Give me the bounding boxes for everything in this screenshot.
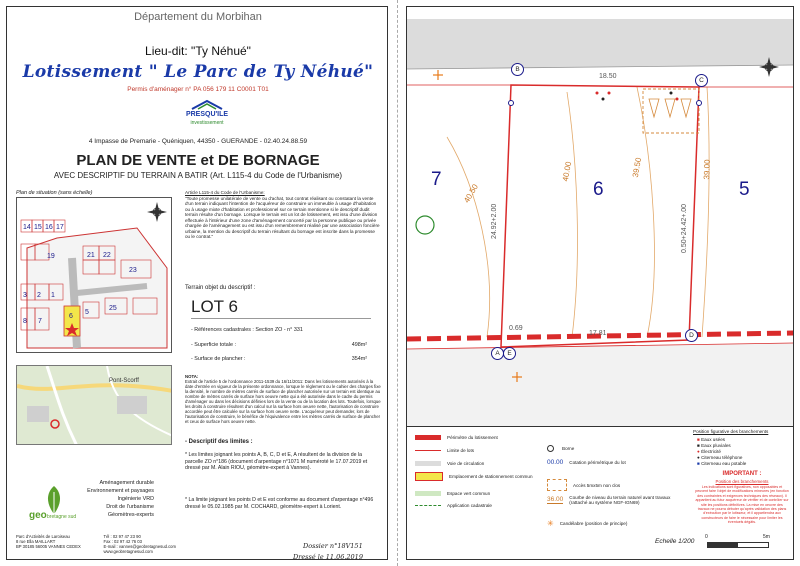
- svg-text:14: 14: [23, 224, 31, 231]
- contour-label-3: 39.50: [630, 156, 644, 179]
- geo-logo-sub: bretagne sud: [47, 514, 77, 520]
- legend-cadastrale: Application cadastrale: [415, 503, 535, 508]
- lot-underline: [191, 318, 371, 319]
- limites-text-2: * La limite joignant les points D et E est conforme au document d'arpentage n°496 dressé le 05.02.1985 par M. COCHARD, géomètre-expert à Lorient.: [185, 497, 374, 510]
- contact-company: Parc d'Activités de Laroiseau: [16, 534, 70, 539]
- lot-title: LOT 6: [191, 297, 238, 316]
- important-title: IMPORTANT :: [722, 471, 762, 477]
- legend: [407, 426, 794, 528]
- legend-espace: Espace vert commun: [415, 491, 535, 496]
- dossier-number: Dossier n°18V151: [303, 542, 363, 550]
- presquile-logo-sub: investissement: [190, 120, 224, 126]
- svg-text:21: 21: [87, 252, 95, 259]
- legend-limite: Limite de lots: [415, 448, 535, 453]
- svg-text:15: 15: [34, 224, 42, 231]
- service-item: Aménagement durable: [99, 480, 154, 486]
- cadastral-plan: [406, 6, 794, 560]
- svg-text:16: 16: [45, 224, 53, 231]
- scale-zero: 0: [705, 534, 708, 540]
- contour-label-2: 40.00: [560, 160, 574, 183]
- dim-left: 24.92+2.00: [491, 203, 498, 239]
- limites-text-1: * Les limites joignant les points A, B, C, D et E, A résultent de la division de la parcelle ZO n°186 (document d'arpentage n°1071 M numéroté le 17.07.2019 et dressé par M. Alain RIOU, géomètre-expert à Vannes).: [185, 452, 368, 472]
- point-d: D: [685, 329, 698, 342]
- location-map: [16, 365, 172, 445]
- svg-text:25: 25: [109, 305, 117, 312]
- nota-title: NOTA:: [185, 374, 199, 379]
- dim-top: 18.50: [599, 73, 617, 80]
- contour-label-4: 39.00: [702, 159, 712, 180]
- svg-text:5: 5: [85, 309, 89, 316]
- point-e: E: [503, 347, 516, 360]
- department-label: Département du Morbihan: [134, 11, 262, 23]
- presquile-logo-text: PRESQU'ILE: [185, 111, 229, 118]
- legend-courbe: 36.00 Courbe de niveau du terrain naturel avant travaux (rattaché au système NGF-IGN69): [547, 495, 671, 505]
- lot-5-label: 5: [739, 179, 750, 200]
- service-item: Ingénierie VRD: [117, 496, 154, 502]
- point-b: B: [511, 63, 524, 76]
- contact-street: 8 rue Ella MAILLART: [16, 539, 56, 544]
- contact-fax: Fax : 02 97 42 76 03: [103, 539, 142, 544]
- point-a: A: [491, 347, 504, 360]
- scale-bar: [707, 542, 769, 548]
- point-c: C: [695, 74, 708, 87]
- legend-candelabre: ✳ Candélabre (position de principe): [547, 519, 628, 528]
- plan-title: PLAN DE VENTE et DE BORNAGE: [76, 152, 320, 169]
- scale-label: Echelle 1/200: [655, 538, 695, 545]
- service-item: Droit de l'urbanisme: [106, 504, 154, 510]
- svg-text:3: 3: [23, 292, 27, 299]
- geo-logo-text: geo: [29, 510, 47, 521]
- situation-label: Plan de situation (sans échelle): [16, 190, 93, 196]
- legend-acces: Accès 5mx5m non clos: [547, 479, 620, 491]
- important-subtitle: Position des branchements: [715, 479, 769, 484]
- legend-emplacement: Emplacement de stationnement commun: [415, 472, 535, 481]
- terrain-label: Terrain objet du descriptif :: [185, 285, 256, 291]
- contour-label-1: 40.50: [462, 182, 480, 205]
- contact-web[interactable]: www.geobretagnesud.com: [103, 549, 153, 554]
- lot-6-label: 6: [593, 179, 604, 200]
- plancher-value: 354m²: [351, 356, 367, 362]
- info-sheet: [6, 6, 388, 560]
- dim-bottom: 17.81: [589, 330, 607, 337]
- lot-7-label: 7: [431, 169, 442, 190]
- contact-city: BP 30185 56005 VANNES CEDEX: [16, 544, 81, 549]
- superficie-row: [191, 342, 367, 348]
- dresse-date: Dressé le 11.06.2019: [293, 553, 363, 561]
- lotissement-title: Lotissement " Le Parc de Ty Néhué": [22, 62, 374, 82]
- plancher-row: [191, 356, 367, 362]
- north-arrow-icon: [147, 202, 167, 227]
- plan-subtitle: AVEC DESCRIPTIF DU TERRAIN A BATIR (Art. L115-4 du Code de l'Urbanisme): [53, 171, 343, 180]
- service-item: Géomètres-experts: [107, 512, 154, 518]
- svg-text:23: 23: [129, 267, 137, 274]
- svg-text:2: 2: [37, 292, 41, 299]
- contact-block: [16, 534, 176, 554]
- address: 4 Impasse de Premarie - Quéniquen, 44350 - GUERANDE - 02.40.24.88.59: [88, 138, 308, 145]
- important-text: Les indications sont figuratives, non opposables et peuvent faire l'objet de modifications mineures (en fonction des contraintes et exigences techniques des réseaux). Il appartient au futur acquéreur de vérifier et de contrôler sur site les positions définitives. La mise en oeuvre des travaux ne pourra débuter qu'après validation des plans d'exécution par le lotisseur, et il appartiendra aux constructeurs de faire le nécessaire pour limiter les éventuels dégâts.: [695, 485, 789, 525]
- svg-text:6: 6: [69, 313, 73, 320]
- geo-bretagne-logo: [29, 484, 79, 530]
- svg-text:22: 22: [103, 252, 111, 259]
- svg-text:17: 17: [56, 224, 64, 231]
- legal-text: "Toute promesse unilatérale de vente ou d'achat, tout contrat réalisant ou constatant la vente d'un terrain indiquant l'intention de l'acquéreur de construire un immeuble à usage d'habitation ou à usage mixte d'habitation et professionnel sur ce terrain mentionne si le descriptif dudit terrain résulte d'un bornage. Lorsque le terrain est un lot de lotissement, est issu d'une division effectuée à l'intérieur d'une zone d'aménagement concerté par la personne publique ou privée chargée de l'aménagement ou est issu d'un remembrement réalisé par une association foncière urbaine, la mention du descriptif du terrain résultant du bornage est inscrite dans la promesse ou le contrat.": [185, 195, 380, 239]
- legal-article: [185, 190, 381, 240]
- dim-right: 0.50+24.42+.00: [681, 203, 688, 253]
- svg-text:7: 7: [38, 318, 42, 325]
- scale-five: 5m: [763, 534, 770, 540]
- descriptif-title: - Descriptif des limites :: [185, 439, 253, 445]
- superficie-value: 498m²: [351, 342, 367, 348]
- branchements-list: ■ Eaux usées ■ Eaux pluviales ● Électricité ● Citerneau téléphone ■ Citerneau eau potable: [697, 437, 747, 466]
- cadastral-references: - Références cadastrales : Section ZO - n° 331: [191, 327, 303, 333]
- svg-text:8: 8: [23, 318, 27, 325]
- service-item: Environnement et paysages: [87, 488, 154, 494]
- plan-drawing: [407, 7, 794, 427]
- legend-voie: Voie de circulation: [415, 461, 535, 466]
- legend-cotation: 00.00 Cotation périmétrique du lot: [547, 459, 626, 466]
- branchements-title: Position figurative des branchements: [693, 429, 769, 434]
- fold-line: [397, 0, 398, 566]
- svg-text:19: 19: [47, 253, 55, 260]
- permis-number: Permis d'aménager n° PA 056 179 11 C0001 T01: [127, 86, 269, 93]
- plancher-label: - Surface de plancher :: [191, 356, 246, 362]
- svg-text:1: 1: [51, 292, 55, 299]
- nota-block: [185, 374, 381, 424]
- legal-title: Article L115-4 du Code de l'Urbanisme:: [185, 190, 265, 195]
- superficie-label: - Superficie totale :: [191, 342, 236, 348]
- legend-borne: Borne: [547, 445, 574, 452]
- svg-text:Pont-Scorff: Pont-Scorff: [109, 378, 139, 384]
- legend-perimetre: Périmètre du lotissement: [415, 435, 535, 440]
- dim-small: 0.69: [509, 325, 523, 332]
- contact-email[interactable]: E-mail : vannes@geobretagnesud.com: [103, 544, 176, 549]
- presquile-logo: [172, 99, 242, 137]
- lieu-dit: Lieu-dit: "Ty Néhué": [145, 44, 251, 58]
- contact-tel: Tél : 02 97 47 23 90: [103, 534, 141, 539]
- nota-text: Extrait de l'article 5 de l'ordonnance 2011-1539 du 16/11/2011: Dans les lotissements autorisés à la date d'entrée en vigueur de la présente ordonnance, lorsque le règlement ou le cahier des charges fixe la densité, le nombre de mètres carrés de surface de plancher autorisée sur un terrain est identique au nombre de mètres carrés de surface hors oeuvre nette qui a été autorisée dans le cadre du permis d'aménager ou dans les décisions définies lors de la vente ou de la location des lots. Toutefois, lorsque les droits à construire résultent d'un calcul sur la surface hors oeuvre nette, l'autorisation de construire accordée peut être calculée sur la surface hors oeuvre nette. L'acquéreur peut demander, lors de l'autorisation de construire, le bénéfice de l'équivalence entre les mètres carrés de surface de plancher et ceux de surface hors oeuvre nette.: [185, 379, 381, 424]
